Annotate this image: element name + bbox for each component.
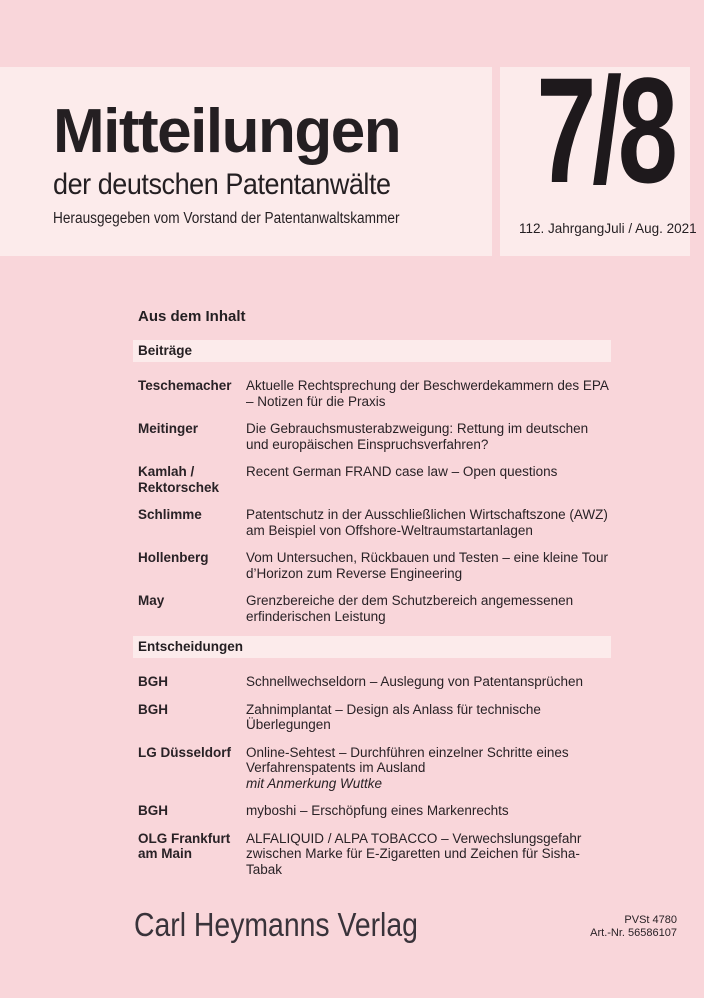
issue-number: 7/8	[536, 46, 674, 214]
toc-author: BGH	[138, 803, 168, 818]
toc-entry	[138, 702, 611, 733]
toc-entry	[138, 378, 611, 409]
toc-title: Schnellwechseldorn – Auslegung von Patentansprüchen	[246, 674, 583, 689]
masthead-issue-panel	[500, 46, 697, 256]
toc-title	[246, 745, 611, 792]
toc-title: Aktuelle Rechtsprechung der Beschwerdekammern des EPA – Notizen für die Praxis	[246, 378, 609, 409]
toc-author: Schlimme	[138, 507, 202, 522]
toc-title-text: Online-Sehtest – Durchführen einzelner Schritte eines Verfahrenspatents im Ausland	[246, 744, 569, 775]
toc-entry	[138, 745, 611, 792]
toc-title: Recent German FRAND case law – Open questions	[246, 464, 558, 479]
toc-entry	[138, 421, 611, 452]
toc-author: May	[138, 593, 165, 608]
issue-meta	[519, 221, 697, 236]
toc-entry	[138, 803, 611, 819]
toc-title: Patentschutz in der Ausschließlichen Wirtschaftszone (AWZ) am Beispiel von Offshore-Weltraumstartanlagen	[246, 507, 608, 538]
postal-code: PVSt 4780	[624, 914, 677, 926]
journal-subtitle: der deutschen Patentanwälte	[53, 168, 391, 201]
toc-title: Vom Untersuchen, Rückbauen und Testen – eine kleine Tour d’Horizon zum Reverse Engineering	[246, 550, 608, 581]
toc-author: LG Düsseldorf	[138, 744, 232, 760]
section-entscheidungen	[133, 636, 611, 877]
journal-title: Mitteilungen	[53, 97, 401, 166]
table-of-contents	[133, 308, 611, 889]
article-number: Art.-Nr. 56586107	[590, 926, 677, 939]
toc-title: Grenzbereiche der dem Schutzbereich angemessenen erfinderischen Leistung	[246, 593, 574, 624]
toc-author: Meitinger	[138, 421, 199, 436]
section-beitraege	[133, 340, 611, 624]
toc-entry	[138, 593, 611, 624]
section-bar-entscheidungen: Entscheidungen	[133, 636, 611, 658]
section-bar-beitraege: Beiträge	[133, 340, 611, 362]
toc-annotation: mit Anmerkung Wuttke	[246, 775, 383, 791]
toc-author: Hollenberg	[138, 550, 209, 565]
toc-author: BGH	[138, 701, 168, 717]
toc-entry	[138, 550, 611, 581]
journal-publisher-line: Herausgegeben vom Vorstand der Patentanwaltskammer	[53, 210, 400, 227]
toc-title: myboshi – Erschöpfung eines Markenrechts	[246, 803, 509, 818]
contents-heading: Aus dem Inhalt	[138, 308, 246, 325]
toc-title: Zahnimplantat – Design als Anlass für technische Überlegungen	[246, 701, 541, 732]
toc-title: Die Gebrauchsmusterabzweigung: Rettung im deutschen und europäischen Einspruchsverfahren?	[246, 421, 589, 452]
toc-author: OLG Frankfurt am Main	[138, 830, 231, 861]
toc-entry	[138, 831, 611, 878]
toc-author: Teschemacher	[138, 378, 232, 393]
issue-date: Juli / Aug. 2021	[604, 221, 697, 236]
issue-volume: 112. Jahrgang	[519, 221, 605, 236]
toc-author: Kamlah / Rektorschek	[138, 464, 220, 495]
toc-entry	[138, 464, 611, 495]
footer-codes	[590, 914, 677, 939]
toc-author: BGH	[138, 674, 168, 689]
entries-beitraege	[133, 362, 611, 624]
entries-entscheidungen	[133, 658, 611, 877]
masthead-title-panel	[0, 67, 492, 256]
toc-entry	[138, 507, 611, 538]
toc-entry	[138, 674, 611, 690]
toc-title: ALFALIQUID / ALPA TOBACCO – Verwechslungsgefahr zwischen Marke für E-Zigaretten und Zeichen für Sisha-Tabak	[246, 830, 582, 877]
publisher-name: Carl Heymanns Verlag	[134, 906, 418, 943]
